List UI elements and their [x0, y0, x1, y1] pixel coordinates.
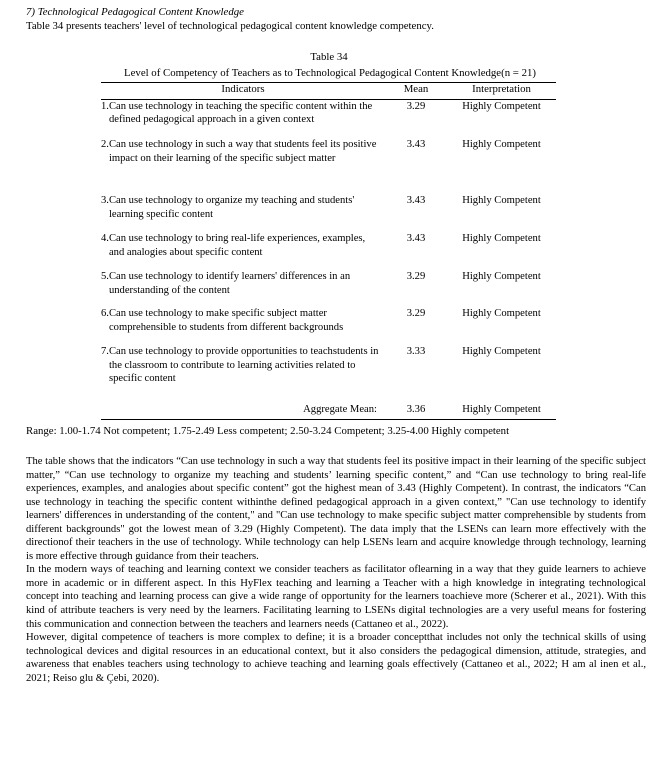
row-number: 3.: [101, 195, 109, 207]
aggregate-interpretation: Highly Competent: [447, 403, 556, 419]
interpretation-value: Highly Competent: [462, 308, 541, 320]
mean-value: 3.43: [406, 139, 426, 151]
mean-value: 3.43: [406, 233, 426, 245]
competency-table: [101, 82, 556, 420]
indicator-text: Can use technology in such a way that students feel its positive impact on their learning of the specific subject matter: [108, 139, 377, 164]
table-row: [101, 194, 556, 232]
mean-value: 3.29: [406, 271, 426, 283]
row-number: 7.: [101, 346, 109, 358]
header-indicators: Indicators: [101, 83, 385, 100]
interpretation-value: Highly Competent: [462, 139, 541, 151]
row-number: 6.: [101, 308, 109, 320]
aggregate-mean: 3.36: [385, 403, 447, 419]
interpretation-value: Highly Competent: [462, 271, 541, 283]
table-row: [101, 99, 556, 138]
row-number: 4.: [101, 233, 109, 245]
indicator-text: Can use technology to organize my teaching and students' learning specific content: [108, 195, 355, 220]
paragraph: However, digital competence of teachers is more complex to define; it is a broader conceptthat includes not only the technical skills of using technological devices and digital resources in an educational context, but it also considers the pedagogical dimension, attitude, strategies, and awareness that enables teachers using technology to achieve teaching and learning goals effectively (Cattaneo et al., 2022; H am al inen et al., 2021; Reiso glu & Çebi, 2020).: [26, 632, 646, 684]
discussion-text: [26, 455, 646, 685]
table-row: [101, 138, 556, 194]
table-header-row: [101, 83, 556, 100]
indicator-text: Can use technology to provide opportunities to teachstudents in the classroom to contribute to learning activities related to specific content: [108, 346, 379, 385]
row-number: 2.: [101, 139, 109, 151]
mean-value: 3.29: [406, 308, 426, 320]
row-number: 5.: [101, 271, 109, 283]
interpretation-value: Highly Competent: [462, 346, 541, 358]
header-mean: Mean: [385, 83, 447, 100]
mean-value: 3.33: [406, 346, 426, 358]
table-number: Table 34: [310, 51, 348, 63]
aggregate-row: [101, 403, 556, 419]
paragraph: In the modern ways of teaching and learning context we consider teachers as facilitator oflearning in a way that they guide learners to achieve more in academic or in different aspect. In this HyFlex teaching and learning a Teacher with a high knowledge in integrating technological concept into teaching and learning process can give a wide range of opportunity for the learners toachieve more (Scherer et al., 2021). With this kind of attribute teachers is very need by the learners. Facilitating learning to LSENs digital technologies are a very useful means for fostering this communication and connection between the teachers and learners needs (Cattaneo et al., 2022).: [26, 564, 646, 630]
paragraph: The table shows that the indicators “Can use technology in such a way that students feel its positive impact in their learning of the specific subject matter,” “Can use technology to organize my teaching and students’ learning specific content,” and “Can use technology to bring real-life experiences, examples, and analogies about specific content” got the highest mean of 3.43 (Highly Competent). In contrast, the indicators “Can use technology in teaching the specific content withinthe defined pedagogical approach in a given context,” "Can use technology to identify learners' differences in understanding of the content," and "Can use technology to make specific subject matter comprehensible by students from different backgrounds" got the lowest mean of 3.29 (Highly Competent). The data imply that the LSENs can learn more effectively with the directionof their teachers in the use of technology. While technology can help LSENs learn and acquire knowledge through technology, learning is more effective through guidance from their teachers.: [26, 456, 646, 562]
mean-value: 3.43: [406, 195, 426, 207]
interpretation-value: Highly Competent: [462, 233, 541, 245]
interpretation-value: Highly Competent: [462, 195, 541, 207]
indicator-text: Can use technology in teaching the specific content within the defined pedagogical approach in a given context: [108, 100, 373, 126]
table-row: [101, 232, 556, 270]
table-row: [101, 345, 556, 403]
mean-value: 3.29: [406, 100, 426, 112]
aggregate-label: Aggregate Mean:: [101, 403, 385, 419]
table-row: [101, 270, 556, 307]
intro-text: Table 34 presents teachers' level of technological pedagogical content knowledge competency.: [26, 20, 434, 32]
indicator-text: Can use technology to identify learners' differences in an understanding of the content: [108, 271, 351, 296]
range-note: Range: 1.00-1.74 Not competent; 1.75-2.49 Less competent; 2.50-3.24 Competent; 3.25-4.00 Highly competent: [26, 425, 510, 437]
row-number: 1.: [101, 100, 109, 112]
indicator-text: Can use technology to make specific subject matter comprehensible to students from different backgrounds: [108, 308, 344, 333]
table-caption: Level of Competency of Teachers as to Technological Pedagogical Content Knowledge(n = 21): [124, 67, 536, 79]
section-heading: 7) Technological Pedagogical Content Knowledge: [26, 6, 244, 18]
header-interpretation: Interpretation: [447, 83, 556, 100]
table-row: [101, 307, 556, 345]
interpretation-value: Highly Competent: [462, 100, 541, 112]
indicator-text: Can use technology to bring real-life experiences, examples, and analogies about specific content: [108, 233, 366, 258]
